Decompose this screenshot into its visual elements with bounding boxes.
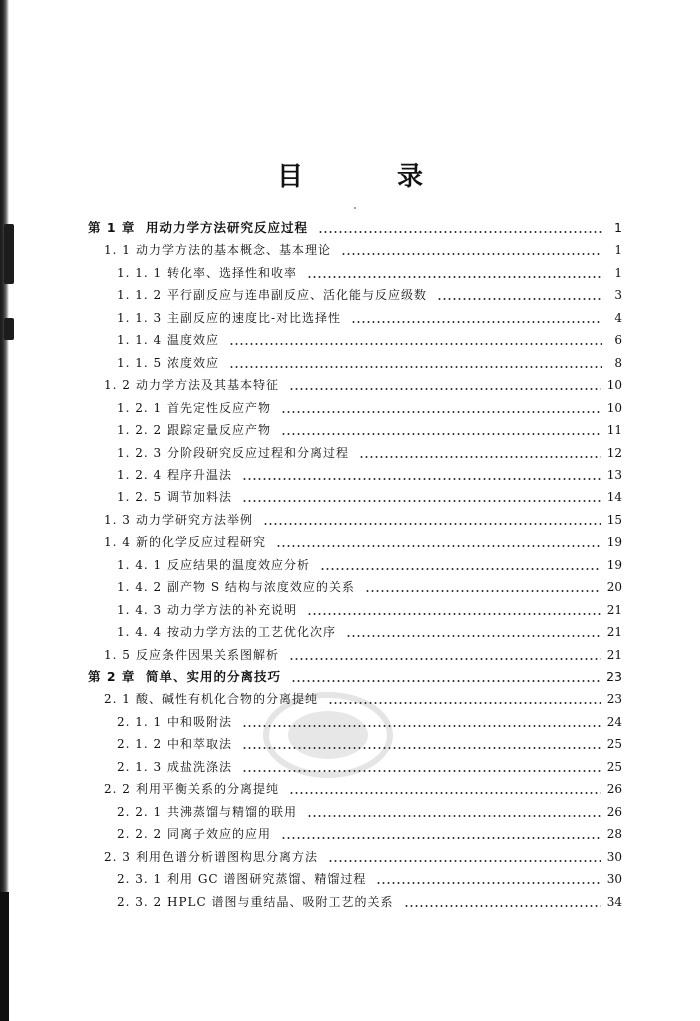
toc-entry-subsection[interactable] (117, 757, 622, 777)
toc-entry-page-number: 19 (606, 557, 622, 572)
page-title: 目 录 (276, 162, 457, 192)
toc-entry-number: 1. 4. 4 (117, 625, 163, 640)
toc-entry-section[interactable] (104, 375, 622, 395)
toc-entry-subsection[interactable] (117, 308, 622, 328)
dot-leader (229, 353, 602, 373)
toc-entry-number: 1. 1. 2 (117, 288, 163, 303)
dot-leader (281, 398, 601, 418)
toc-entry-section[interactable] (104, 532, 622, 552)
toc-entry-number: 2. 3 (104, 849, 131, 864)
toc-entry-title: 新的化学反应过程研究 (136, 535, 267, 550)
toc-entry-number: 1. 4 (104, 535, 131, 550)
toc-entry-title: 温度效应 (167, 333, 220, 348)
toc-entry-number: 1. 5 (104, 647, 131, 662)
toc-entry-subsection[interactable] (117, 892, 622, 912)
toc-entry-title: 酸、碱性有机化合物的分离提纯 (136, 692, 319, 707)
dot-leader (341, 240, 602, 260)
toc-entry-chapter[interactable] (88, 218, 622, 238)
toc-entry-page-number: 1 (614, 265, 622, 280)
toc-entry-subsection[interactable] (117, 869, 622, 889)
toc-entry-section[interactable] (104, 645, 622, 665)
toc-entry-page-number: 11 (606, 423, 622, 438)
toc-entry-page-number: 10 (606, 400, 622, 415)
toc-entry-page-number: 15 (606, 512, 622, 527)
toc-entry-page-number: 1 (614, 243, 622, 258)
dot-leader (307, 600, 601, 620)
toc-entry-title: 简单、实用的分离技巧 (146, 669, 282, 684)
toc-entry-page-number: 3 (614, 288, 622, 303)
toc-entry-page-number: 4 (614, 310, 622, 325)
toc-entry-number: 1. 2. 2 (117, 423, 163, 438)
dot-leader (291, 667, 600, 687)
toc-entry-section[interactable] (104, 689, 622, 709)
toc-entry-section[interactable] (104, 779, 622, 799)
toc-entry-page-number: 21 (606, 625, 622, 640)
dot-leader (289, 375, 601, 395)
toc-entry-page-number: 8 (614, 355, 622, 370)
dot-leader (289, 645, 601, 665)
toc-entry-number: 2. 1 (104, 692, 131, 707)
toc-entry-title: 反应结果的温度效应分析 (167, 557, 311, 572)
toc-entry-subsection[interactable] (117, 420, 622, 440)
dot-leader (359, 443, 601, 463)
toc-entry-chapter[interactable] (88, 667, 622, 687)
dot-leader (307, 802, 601, 822)
toc-entry-title: 同离子效应的应用 (167, 827, 272, 842)
toc-entry-title: 中和萃取法 (167, 737, 233, 752)
toc-entry-number: 1. 4. 1 (117, 557, 163, 572)
toc-entry-title: 程序升温法 (167, 467, 233, 482)
dot-leader (289, 779, 601, 799)
toc-entry-section[interactable] (104, 240, 622, 260)
toc-entry-page-number: 30 (606, 872, 622, 887)
toc-entry-subsection[interactable] (117, 622, 622, 642)
dot-leader (328, 689, 601, 709)
dot-leader (263, 510, 601, 530)
toc-entry-number: 2. 3. 1 (117, 872, 163, 887)
toc-entry-section[interactable] (104, 510, 622, 530)
toc-entry-page-number: 6 (614, 333, 622, 348)
dot-leader (318, 218, 602, 238)
toc-entry-number: 2. 1. 3 (117, 759, 163, 774)
toc-entry-title: 浓度效应 (167, 355, 220, 370)
toc-entry-subsection[interactable] (117, 263, 622, 283)
title-speck (354, 207, 356, 209)
dot-leader (404, 892, 601, 912)
toc-entry-title: 平行副反应与连串副反应、活化能与反应级数 (167, 288, 428, 303)
toc-entry-title: 副产物 S 结构与浓度效应的关系 (167, 580, 355, 595)
toc-entry-page-number: 30 (606, 849, 622, 864)
toc-entry-subsection[interactable] (117, 285, 622, 305)
toc-entry-number: 1. 2. 3 (117, 445, 163, 460)
toc-entry-section[interactable] (104, 847, 622, 867)
toc-entry-page-number: 1 (614, 220, 622, 235)
dot-leader (346, 622, 601, 642)
toc-entry-title: 按动力学方法的工艺优化次序 (167, 625, 337, 640)
dot-leader (242, 757, 601, 777)
toc-entry-number: 1. 1. 3 (117, 310, 163, 325)
toc-entry-page-number: 23 (606, 692, 622, 707)
toc-entry-title: 利用 GC 谱图研究蒸馏、精馏过程 (167, 872, 367, 887)
dot-leader (376, 869, 600, 889)
toc-entry-subsection[interactable] (117, 712, 622, 732)
dot-leader (242, 465, 601, 485)
toc-entry-page-number: 28 (606, 827, 622, 842)
toc-entry-subsection[interactable] (117, 443, 622, 463)
toc-entry-subsection[interactable] (117, 577, 622, 597)
toc-entry-title: 用动力学方法研究反应过程 (146, 220, 309, 235)
toc-entry-title: 利用平衡关系的分离提纯 (136, 782, 280, 797)
toc-entry-page-number: 10 (606, 378, 622, 393)
toc-entry-number: 1. 4. 3 (117, 602, 163, 617)
toc-entry-number: 1. 3 (104, 512, 131, 527)
toc-entry-page-number: 25 (606, 759, 622, 774)
toc-entry-subsection[interactable] (117, 600, 622, 620)
toc-entry-title: 首先定性反应产物 (167, 400, 272, 415)
toc-entry-number: 1. 2. 4 (117, 467, 163, 482)
toc-entry-title: 动力学方法及其基本特征 (136, 378, 280, 393)
toc-entry-page-number: 12 (606, 445, 622, 460)
toc-entry-page-number: 20 (606, 580, 622, 595)
toc-entry-number: 2. 2. 1 (117, 804, 163, 819)
toc-entry-number: 第 2 章 (88, 669, 136, 684)
toc-entry-number: 第 1 章 (88, 220, 136, 235)
toc-entry-page-number: 19 (606, 535, 622, 550)
dot-leader (437, 285, 602, 305)
toc-entry-number: 1. 2 (104, 378, 131, 393)
scan-left-edge (0, 0, 9, 1021)
toc-entry-number: 1. 1 (104, 243, 131, 258)
toc-entry-subsection[interactable] (117, 824, 622, 844)
dot-leader (307, 263, 602, 283)
toc-entry-title: 动力学方法的基本概念、基本理论 (136, 243, 332, 258)
toc-entry-title: 动力学方法的补充说明 (167, 602, 298, 617)
toc-entry-number: 2. 2. 2 (117, 827, 163, 842)
toc-entry-subsection[interactable] (117, 465, 622, 485)
scan-edge-mark (4, 318, 14, 340)
dot-leader (242, 487, 601, 507)
toc-entry-number: 2. 1. 1 (117, 714, 163, 729)
dot-leader (281, 420, 601, 440)
toc-entry-page-number: 21 (606, 602, 622, 617)
toc-entry-number: 1. 1. 4 (117, 333, 163, 348)
toc-entry-number: 1. 4. 2 (117, 580, 163, 595)
toc-entry-number: 2. 1. 2 (117, 737, 163, 752)
toc-entry-subsection[interactable] (117, 555, 622, 575)
toc-entry-number: 1. 2. 5 (117, 490, 163, 505)
toc-entry-number: 2. 2 (104, 782, 131, 797)
scan-edge-mark (4, 224, 14, 284)
scan-edge-mark-bottom (0, 892, 9, 1021)
dot-leader (229, 330, 602, 350)
toc-entry-subsection[interactable] (117, 398, 622, 418)
toc-entry-title: 共沸蒸馏与精馏的联用 (167, 804, 298, 819)
toc-entry-page-number: 34 (606, 894, 622, 909)
dot-leader (328, 847, 601, 867)
dot-leader (320, 555, 601, 575)
toc-entry-page-number: 25 (606, 737, 622, 752)
toc-entry-title: HPLC 谱图与重结晶、吸附工艺的关系 (167, 894, 394, 909)
toc-entry-page-number: 26 (606, 804, 622, 819)
toc-entry-page-number: 21 (606, 647, 622, 662)
dot-leader (365, 577, 601, 597)
toc-entry-title: 动力学研究方法举例 (136, 512, 254, 527)
toc-entry-title: 分阶段研究反应过程和分离过程 (167, 445, 350, 460)
toc-entry-title: 转化率、选择性和收率 (167, 265, 298, 280)
dot-leader (276, 532, 601, 552)
toc-entry-title: 反应条件因果关系图解析 (136, 647, 280, 662)
toc-entry-number: 2. 3. 2 (117, 894, 163, 909)
toc-entry-title: 利用色谱分析谱图构思分离方法 (136, 849, 319, 864)
toc-entry-subsection[interactable] (117, 734, 622, 754)
dot-leader (242, 734, 601, 754)
toc-entry-page-number: 26 (606, 782, 622, 797)
toc-entry-page-number: 13 (606, 467, 622, 482)
toc-entry-number: 1. 1. 5 (117, 355, 163, 370)
toc-entry-number: 1. 1. 1 (117, 265, 163, 280)
dot-leader (281, 824, 601, 844)
dot-leader (351, 308, 602, 328)
toc-entry-page-number: 23 (606, 669, 622, 684)
toc-entry-subsection[interactable] (117, 487, 622, 507)
toc-entry-subsection[interactable] (117, 330, 622, 350)
toc-entry-title: 中和吸附法 (167, 714, 233, 729)
toc-entry-page-number: 24 (606, 714, 622, 729)
toc-entry-title: 跟踪定量反应产物 (167, 423, 272, 438)
dot-leader (242, 712, 601, 732)
toc-entry-subsection[interactable] (117, 802, 622, 822)
toc-entry-title: 调节加料法 (167, 490, 233, 505)
toc-entry-subsection[interactable] (117, 353, 622, 373)
toc-entry-number: 1. 2. 1 (117, 400, 163, 415)
toc-entry-title: 成盐洗涤法 (167, 759, 233, 774)
toc-entry-page-number: 14 (606, 490, 622, 505)
toc-entry-title: 主副反应的速度比-对比选择性 (167, 310, 342, 325)
